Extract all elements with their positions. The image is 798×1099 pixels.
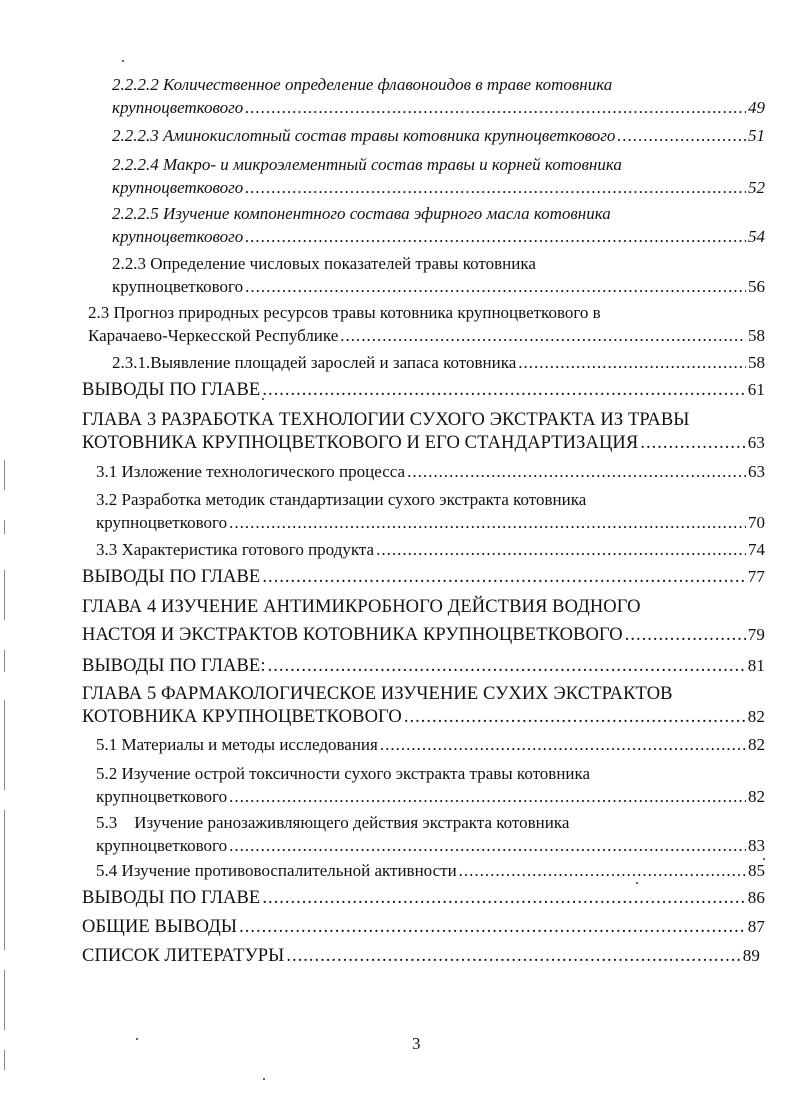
toc-line — [82, 597, 765, 618]
toc-entry-2-2-2-5 — [112, 204, 765, 247]
leader-dots — [459, 861, 746, 881]
toc-entry-title: ВЫВОДЫ ПО ГЛАВЕ — [82, 888, 261, 908]
toc-page-number: 61 — [747, 380, 765, 399]
leader-dots — [229, 513, 746, 533]
toc-line — [112, 204, 765, 224]
toc-entry-title: ВЫВОДЫ ПО ГЛАВЕ — [82, 567, 261, 587]
toc-entry-title: 5.2 Изучение острой токсичности сухого экстракта травы котовника — [96, 764, 591, 783]
toc-entry-title: 2.2.3 Определение числовых показателей травы котовника — [112, 254, 536, 273]
leader-dots — [245, 227, 746, 247]
leader-dots — [518, 353, 746, 373]
toc-page-number: 83 — [748, 836, 765, 855]
leader-dots — [229, 787, 746, 807]
leader-dots — [640, 433, 745, 454]
toc-entry-conclusions-ch3 — [82, 567, 765, 588]
toc-line — [112, 98, 765, 118]
scan-margin-noise — [4, 440, 8, 1080]
toc-entry-title: ГЛАВА 4 ИЗУЧЕНИЕ АНТИМИКРОБНОГО ДЕЙСТВИЯ ВОДНОГО — [82, 597, 641, 617]
toc-line — [96, 836, 765, 856]
leader-dots — [262, 888, 745, 909]
toc-entry-title: ВЫВОДЫ ПО ГЛАВЕ: — [82, 656, 266, 676]
toc-entry-5-2 — [96, 764, 765, 807]
toc-line — [96, 861, 765, 881]
toc-page-number: 63 — [748, 462, 765, 481]
toc-line — [88, 326, 765, 346]
toc-entry-general-conclusions — [82, 917, 765, 938]
scan-speck — [136, 1038, 138, 1040]
toc-page-number: 51 — [748, 126, 765, 145]
toc-entry-title-cont: КОТОВНИКА КРУПНОЦВЕТКОВОГО И ЕГО СТАНДАРТИЗАЦИЯ — [82, 433, 639, 453]
toc-page-number: 82 — [747, 707, 765, 726]
toc-entry-5-1 — [96, 735, 765, 755]
scan-speck — [122, 60, 124, 62]
toc-entry-title: 3.2 Разработка методик стандартизации сухого экстракта котовника — [96, 490, 587, 509]
toc-entry-title-cont: крупноцветкового — [112, 178, 244, 197]
toc-entry-title: СПИСОК ЛИТЕРАТУРЫ — [82, 946, 285, 966]
toc-page-number: 70 — [748, 513, 765, 532]
toc-entry-title: ОБЩИЕ ВЫВОДЫ — [82, 917, 238, 937]
toc-entry-3-1 — [96, 462, 765, 482]
toc-entry-title-cont: крупноцветкового — [112, 277, 244, 296]
toc-line — [112, 254, 765, 274]
toc-page-number: 56 — [748, 277, 765, 296]
toc-entry-references — [82, 946, 760, 967]
toc-line — [82, 380, 765, 401]
toc-entry-conclusions-ch2 — [82, 380, 765, 401]
toc-entry-title-cont: КОТОВНИКА КРУПНОЦВЕТКОВОГО — [82, 707, 402, 727]
toc-entry-title: 5.1 Материалы и методы исследования — [96, 735, 378, 754]
toc-page-number: 89 — [742, 946, 760, 965]
toc-page-number: 85 — [748, 861, 765, 880]
leader-dots — [617, 126, 746, 146]
leader-dots — [268, 656, 746, 677]
toc-page-number: 82 — [748, 787, 765, 806]
toc-line — [82, 567, 765, 588]
leader-dots — [262, 380, 745, 401]
toc-line — [96, 513, 765, 533]
toc-line — [82, 656, 765, 677]
toc-entry-title-cont: НАСТОЯ И ЭКСТРАКТОВ КОТОВНИКА КРУПНОЦВЕТКОВОГО — [82, 625, 623, 645]
toc-line — [112, 155, 765, 175]
leader-dots — [407, 462, 746, 482]
toc-line — [88, 303, 765, 323]
toc-entry-title-cont: крупноцветкового — [96, 513, 228, 532]
toc-entry-title: 3.3 Характеристика готового продукта — [96, 540, 375, 559]
leader-dots — [239, 917, 746, 938]
leader-dots — [340, 326, 746, 346]
toc-entry-2-3-1 — [112, 353, 765, 373]
toc-entry-3-2 — [96, 490, 765, 533]
toc-entry-5-4 — [96, 861, 765, 881]
toc-line — [82, 684, 765, 705]
toc-entry-title: 2.2.2.2 Количественное определение флавоноидов в траве котовника — [112, 75, 613, 94]
toc-line — [112, 126, 765, 146]
toc-entry-2-2-3 — [112, 254, 765, 297]
leader-dots — [245, 98, 746, 118]
toc-line — [112, 353, 765, 373]
leader-dots — [404, 707, 746, 728]
toc-page-number: 74 — [748, 540, 765, 559]
toc-entry-title-cont: крупноцветкового — [96, 787, 228, 806]
toc-entry-title: 5.4 Изучение противовоспалительной активности — [96, 861, 457, 880]
toc-entry-title-cont: Карачаево-Черкесской Республике — [88, 326, 339, 345]
toc-entry-2-2-2-3 — [112, 126, 765, 146]
toc-line — [82, 917, 765, 938]
toc-line — [96, 735, 765, 755]
toc-entry-3-3 — [96, 540, 765, 560]
toc-entry-title-cont: крупноцветкового — [96, 836, 228, 855]
leader-dots — [625, 625, 746, 646]
toc-page-number: 63 — [747, 433, 765, 452]
leader-dots — [245, 277, 746, 297]
toc-entry-title: ГЛАВА 3 РАЗРАБОТКА ТЕХНОЛОГИИ СУХОГО ЭКСТРАКТА ИЗ ТРАВЫ — [82, 410, 690, 430]
toc-page-number: 77 — [747, 567, 765, 586]
toc-entry-title-cont: крупноцветкового — [112, 227, 244, 246]
toc-entry-2-3 — [88, 303, 765, 346]
toc-entry-2-2-2-2 — [112, 75, 765, 118]
scan-speck — [262, 398, 264, 400]
toc-line — [82, 946, 760, 967]
toc-line — [96, 490, 765, 510]
toc-entry-chapter-4 — [82, 597, 765, 646]
toc-line — [82, 888, 765, 909]
toc-page-number: 58 — [748, 353, 765, 372]
toc-entry-chapter-3 — [82, 410, 765, 454]
toc-page-number: 86 — [747, 888, 765, 907]
scan-speck — [763, 858, 765, 860]
toc-entry-title-cont: крупноцветкового — [112, 98, 244, 117]
toc-entry-conclusions-ch4 — [82, 656, 765, 677]
toc-line — [82, 625, 765, 646]
toc-line — [112, 75, 765, 95]
toc-line — [96, 813, 765, 833]
scan-speck — [263, 1078, 265, 1080]
toc-line — [82, 410, 765, 431]
toc-entry-title: 5.3 Изучение ранозаживляющего действия экстракта котовника — [96, 813, 570, 832]
toc-line — [96, 540, 765, 560]
toc-entry-title: 2.2.2.4 Макро- и микроэлементный состав травы и корней котовника — [112, 155, 622, 174]
toc-page-number: 54 — [748, 227, 765, 246]
toc-line — [96, 462, 765, 482]
toc-entry-2-2-2-4 — [112, 155, 765, 198]
toc-entry-conclusions-ch5 — [82, 888, 765, 909]
leader-dots — [286, 946, 740, 967]
toc-page-number: 49 — [748, 98, 765, 117]
toc-page-number: 52 — [748, 178, 765, 197]
toc-entry-5-3 — [96, 813, 765, 856]
page-number: 3 — [412, 1034, 421, 1053]
toc-entry-title: 2.3.1.Выявление площадей зарослей и запаса котовника — [112, 353, 517, 372]
toc-entry-title: 2.3 Прогноз природных ресурсов травы котовника крупноцветкового в — [88, 303, 601, 322]
toc-line — [82, 433, 765, 454]
toc-page-number: 87 — [747, 917, 765, 936]
toc-line — [112, 178, 765, 198]
toc-line — [96, 764, 765, 784]
toc-entry-title: ГЛАВА 5 ФАРМАКОЛОГИЧЕСКОЕ ИЗУЧЕНИЕ СУХИХ ЭКСТРАКТОВ — [82, 684, 673, 704]
toc-line — [82, 707, 765, 728]
toc-page-number: 81 — [747, 656, 765, 675]
leader-dots — [380, 735, 746, 755]
leader-dots — [245, 178, 746, 198]
leader-dots — [229, 836, 746, 856]
toc-entry-title: ВЫВОДЫ ПО ГЛАВЕ — [82, 380, 261, 400]
toc-entry-chapter-5 — [82, 684, 765, 728]
toc-line — [112, 277, 765, 297]
toc-entry-title: 3.1 Изложение технологического процесса — [96, 462, 406, 481]
leader-dots — [262, 567, 745, 588]
toc-page-number: 79 — [747, 625, 765, 644]
toc-line — [96, 787, 765, 807]
leader-dots — [376, 540, 746, 560]
scan-speck — [636, 882, 638, 884]
toc-page-number: 82 — [748, 735, 765, 754]
toc-line — [112, 227, 765, 247]
toc-entry-title: 2.2.2.3 Аминокислотный состав травы котовника крупноцветкового — [112, 126, 616, 145]
toc-entry-title: 2.2.2.5 Изучение компонентного состава эфирного масла котовника — [112, 204, 611, 223]
toc-page-number: 58 — [748, 326, 765, 345]
